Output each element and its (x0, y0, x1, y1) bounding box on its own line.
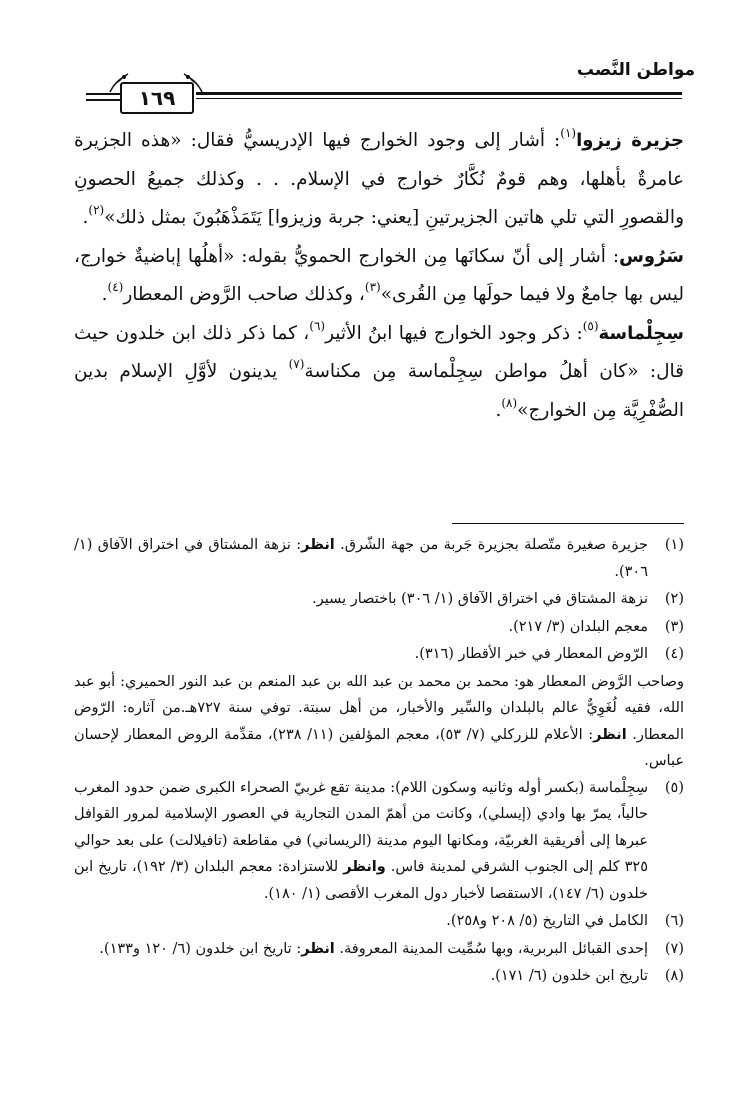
paragraph-text: ، كما ذكر ذلك ابن خلدون حيث قال: «كان أهلُ مواطن سِجِلْماسة مِن مكناسة (74, 322, 684, 382)
paragraph-text: . (101, 284, 108, 305)
footnote-text-part: : نزهة المشتاق في اختراق الآفاق (١/ ٣٠٦). (74, 537, 648, 580)
entry-heading: سَرُوس (619, 245, 684, 267)
footnote-number: (١) (664, 537, 684, 553)
footnote-ref[interactable]: (٥) (582, 318, 599, 333)
footnote-ref[interactable]: (٤) (107, 280, 124, 294)
footnote-number: (٣) (664, 618, 684, 635)
corner-ornament-icon (108, 72, 130, 94)
footnote-4 (74, 641, 684, 668)
entry-heading: جزيرة زيزوا (576, 130, 684, 151)
footnote-8 (74, 963, 684, 990)
footnote-text-part: سِجِلْماسة (بكسر أوله وثانيه وسكون اللام): مدينة تقع غربيّ الصحراء الكبرى ضمن حدود المغرب حالياً، يمرّ بها وادي (إيسلي)، وكانت من أهمّ المدن التجارية في العصور الإسلامية لمرور القوافل عبرها إلى أفريقية الغربيّة، ومكانها اليوم مدينة (الريساني) في مقاطعة (تافيلالت) على بعد حوالي ٣٢٥ كلم إلى الجنوب الشرقي لمدينة فاس. (74, 779, 648, 875)
footnote-ref[interactable]: (٦) (309, 318, 326, 333)
header-rule-thin (196, 98, 682, 99)
footnote-text (74, 936, 648, 963)
footnote-ref[interactable]: (٢) (88, 203, 105, 217)
footnote-text (74, 532, 648, 585)
footnote-1 (74, 532, 684, 585)
paragraph-text: . (495, 399, 502, 421)
footnote-text-part: وصاحب الرَّوض المعطار هو: محمد بن محمد بن عبد الله بن عبد المنعم بن عبد النور الحميري: أبو عبد الله، فقيه لُغَوِيٌّ عالم بالبلدان والسِّير والأخبار، من أهل سبتة. توفي سنة ٧٢٧هـ.من آثاره: الرّوض المعطار. (74, 673, 684, 743)
footnote-text-part: للاستزادة: معجم البلدان (٣/ ١٩٢)، تاريخ ابن خلدون (٦/ ١٤٧)، الاستقصا لأخبار دول المغرب الأقصى (١/ ١٨٠). (74, 859, 648, 902)
footnote-ref[interactable]: (٧) (288, 357, 305, 371)
main-text (74, 122, 684, 430)
footnote-6 (74, 908, 684, 935)
footnote-number: (٥) (664, 779, 684, 796)
paragraph-sarus (74, 238, 684, 315)
footnote-separator (452, 523, 684, 524)
footnote-ref[interactable]: (٨) (501, 395, 518, 410)
paragraph-text: . (82, 207, 89, 228)
running-header-title: مواطن النَّصب (576, 60, 695, 80)
footnotes (74, 532, 684, 991)
corner-ornament-icon (182, 72, 204, 94)
footnote-text: معجم البلدان (٣/ ٢١٧). (508, 618, 648, 635)
footnote-7 (74, 936, 684, 963)
footnote-text-part: : تاريخ ابن خلدون (٦/ ١٢٠ و١٣٣). (99, 940, 302, 957)
footnote-5 (74, 775, 684, 908)
paragraph-text: : أشار إلى أنّ سكانَها مِن الخوارج الحمويُّ بقوله: «أهلُها إباضيةٌ خوارج، ليس بها جامعٌ ولا فيما حولَها مِن القُرى» (74, 245, 684, 305)
paragraph-text: : أشار إلى وجود الخوارج فيها الإدريسيُّ فقال: «هذه الجزيرة عامرةٌ بأهلها، وهم قومٌ نُكَّارٌ خوارج في الإسلام. . . وكذلك جميعُ الحصونِ والقصورِ التي تلي هاتين الجزيرتينِ [يعني: جربة وزيزوا] يَتَمَذْهَبُونَ بمثل ذلك» (74, 130, 684, 228)
footnote-4-continuation (74, 669, 684, 775)
footnote-text: نزهة المشتاق في اختراق الآفاق (١/ ٣٠٦) باختصار يسير. (312, 591, 648, 607)
footnote-number: (٢) (664, 591, 684, 607)
paragraph-text: ، وكذلك صاحب الرَّوض المعطار (123, 284, 365, 305)
paragraph-sijilmasa (74, 315, 684, 431)
footnote-text: تاريخ ابن خلدون (٦/ ١٧١). (490, 968, 648, 984)
footnote-text-part: جزيرة صغيرة متّصلة بجزيرة جَربة من جهة الشّرق. (334, 537, 648, 553)
footnote-keyword: انظر (301, 537, 335, 553)
header-rule-thick (196, 92, 682, 95)
footnote-text: الرّوض المعطار في خبر الأقطار (٣١٦). (414, 646, 648, 662)
footnote-ref[interactable]: (١) (560, 126, 577, 140)
footnote-3 (74, 614, 684, 641)
footnote-text: الكامل في التاريخ (٥/ ٢٠٨ و٢٥٨). (446, 913, 648, 929)
footnote-keyword: انظر (301, 940, 335, 957)
entry-heading: سِجِلْماسة (598, 322, 684, 344)
footnote-number: (٨) (664, 968, 684, 984)
footnote-2 (74, 586, 684, 613)
footnote-number: (٤) (664, 646, 684, 662)
footnote-number: (٦) (664, 913, 684, 929)
footnote-keyword: وانظر (343, 859, 386, 875)
footnote-text (74, 775, 648, 908)
paragraph-zizwa (74, 122, 684, 238)
footnote-text-part: إحدى القبائل البربرية، وبها سُمِّيت المدينة المعروفة. (334, 940, 648, 957)
footnote-text-part: : الأعلام للزركلي (٧/ ٥٣)، معجم المؤلفين (١١/ ٢٣٨)، مقدِّمة الروض المعطار لإحسان عباس. (74, 726, 684, 769)
footnote-ref[interactable]: (٣) (364, 280, 381, 294)
paragraph-text: : ذكر وجود الخوارج فيها ابنُ الأثير (325, 322, 583, 344)
footnote-number: (٧) (664, 940, 684, 957)
paragraph-text: يدينون لأوَّلِ الإسلام بدين الصُّفْرِيَّة مِن الخوارج» (74, 361, 684, 421)
footnote-keyword: انظر (593, 726, 627, 743)
page-number: ١٦٩ (138, 86, 176, 110)
header-left-line-2 (86, 99, 120, 101)
